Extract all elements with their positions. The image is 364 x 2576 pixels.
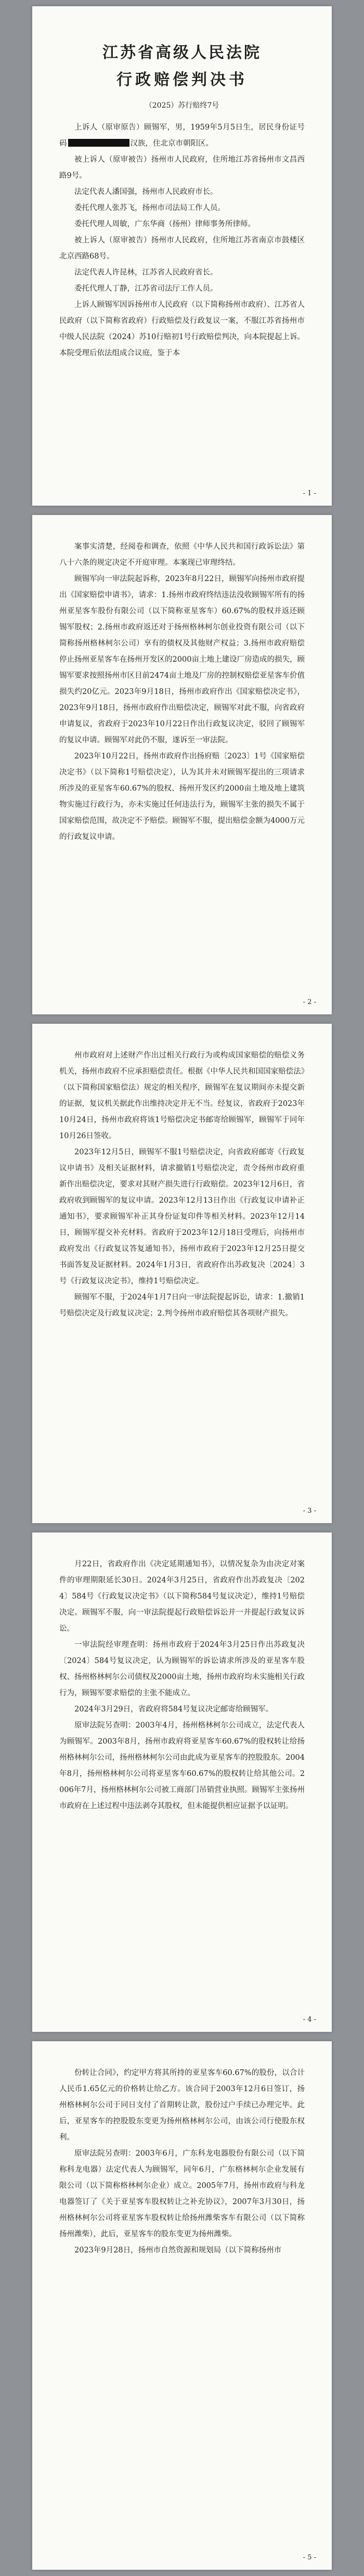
paragraph: 2023年12月5日，顾锡军不服1号赔偿决定，向省政府邮寄《行政复议申请书》及相关证据材料，请求撤销1号赔偿决定，责令扬州市政府重新作出赔偿决定，要求对其财产损失进行行政赔偿。2023年12月6日，省政府收到顾锡军的复议申请。2023年12月13日作出《行政复议申请补正通知书》，要求顾锡军补正其身份证复印件等相关材料。2023年12月14日，顾锡军提交补充材料。省政府于2023年12月18日受理后，向扬州市政府发出《行政复议答复通知书》，扬州市政府于2023年12月25日提交书面答复及证据材料。2024年1月3日，省政府作出苏政复决〔2024〕3号《行政复议决定书》，维持1号赔偿决定。 — [59, 1148, 305, 1285]
document-type-title: 行政赔偿判决书 — [116, 71, 248, 89]
redaction-bar — [68, 139, 129, 147]
paragraph: 2023年9月28日，扬州市自然资源和规划局（以下简称扬州市 — [74, 2246, 282, 2255]
page-number: - 4 - — [303, 2016, 316, 2024]
page-number: - 2 - — [303, 998, 316, 1006]
court-name: 江苏省高级人民法院 — [102, 44, 262, 62]
paragraph: 被上诉人（原审被告）扬州市人民政府，住所地江苏省南京市鼓楼区北京西路68号。 — [59, 236, 305, 261]
document-page-2 — [32, 515, 332, 1014]
paragraph: 州市政府对上述财产作出过相关行政行为或构成国家赔偿的赔偿义务机关，扬州市政府不应承担赔偿责任。根据《中华人民共和国国家赔偿法》（以下简称国家赔偿法）规定的相关程序，顾锡军在复议期间亦未提交新的证据，复议机关据此作出维持决定并无不当。经复议，省政府于2023年10月24日，扬州市政府将该1号赔偿决定书邮寄给顾锡军，顾锡军于同年10月26日签收。 — [59, 1051, 305, 1140]
paragraph: 上诉人（原审原告）顾锡军，男，1959年5月5日生，居民身份证号码 汉族，住北京市朝阳区。 — [59, 123, 305, 148]
paragraph: 法定代表人潘国强，扬州市人民政府市长。 — [74, 188, 218, 196]
case-number: （2025）苏行赔终7号 — [145, 101, 219, 110]
document-page-4 — [32, 1532, 332, 2032]
document-page-3 — [32, 1024, 332, 1523]
paragraph: 2023年10月22日，扬州市政府作出扬府赔〔2023〕1号《国家赔偿决定书》（以下简称1号赔偿决定），认为其并未对顾锡军提出的三项请求所涉及的亚星客车60.67%的股权、扬州开发区约2000亩土地及地上建筑物实施过行政行为，亦未实施过任何违法行为，顾锡军主张的损失不属于国家赔偿范围，故决定不予赔偿。顾锡军不服，提出赔偿金额为4000万元的行政复议申请。 — [59, 752, 305, 841]
paragraph: 委托代理人丁静，江苏省司法厅工作人员。 — [74, 285, 218, 293]
paragraph: 2024年3月29日，省政府将584号复议决定邮寄给顾锡军。 — [74, 1705, 274, 1714]
paragraph: 上诉人顾锡军因诉扬州市人民政府（以下简称扬州市政府）、江苏省人民政府（以下简称省政府）行政赔偿及行政复议一案，不服江苏省扬州市中级人民法院（2024）苏10行赔初1号行政赔偿判决，向本院提起上诉。本院受理后依法组成合议庭，鉴于本 — [59, 301, 305, 357]
paragraph: 原审法院另查明：2003年6月，广东科龙电器股份有限公司（以下简称科龙电器）法定代表人为顾锡军，同年6月，广东格林柯尔企业发展有限公司（以下简称格林柯尔企业）成立。2005年7月，扬州市政府与科龙电器签订了《关于亚星客车股权转让之补充协议》，2007年3月30日，扬州格林柯尔公司将亚星客车股权转让给扬州潍柴客车有限公司（以下简称扬州潍柴），此后，亚星客车的股东变更为扬州潍柴。 — [59, 2149, 305, 2238]
paragraph: 委托代理人周敏，广东华商（扬州）律师事务所律师。 — [74, 220, 255, 228]
paragraph: 顾锡军向一审法院起诉称，2023年8月22日，顾锡军向扬州市政府提出《国家赔偿申请书》，请求：1.扬州市政府终结违法没收顾锡军所有的扬州亚星客车股份有限公司（以下简称亚星客车）60.67%的股权并返还顾锡军股权；2.扬州市政府返还对于扬州格林柯尔创业投资有限公司（以下简称扬州格林柯尔公司）享有的债权及其他财产权益；3.扬州市政府赔偿停止扬州亚星客车在扬州开发区的2000亩土地上建设厂房造成的损失，顾锡军要求按照扬州市区目前2474亩土地及厂房的控制权赔偿亚星客车价值损失约20亿元。2023年9月18日，扬州市政府作出《国家赔偿决定书》，2023年9月18日，扬州市政府作出赔偿决定，顾锡军对此不服，向省政府申请复议，省政府于2023年10月22日作出行政复议决定，驳回了顾锡军的复议申请。顾锡军对此仍不服，遂诉至一审法院。 — [59, 575, 305, 744]
paragraph: 月22日，省政府作出《决定延期通知书》，以情况复杂为由决定对案件的审理期限延长30日。2024年3月25日，省政府作出苏政复决〔2024〕584号《行政复议决定书》（以下简称584号复议决定），维持1号赔偿决定。顾锡军不服，向一审法院提起行政赔偿诉讼并一并提起行政复议诉讼。 — [59, 1560, 305, 1633]
page-number: - 3 - — [303, 1507, 316, 1515]
paragraph: 案事实清楚，经阅卷和调查，依照《中华人民共和国行政诉讼法》第八十六条的规定决定不开庭审理。本案现已审理终结。 — [59, 543, 305, 567]
page-number: - 1 - — [303, 490, 316, 497]
paragraph: 份转让合同》，约定甲方将其所持的亚星客车60.67%的股份，以合计人民币1.65亿元的价格转让给乙方。该合同于2003年12月6日签订，扬州格林柯尔公司于同日支付了首期转让款，股份过户手续已办理完毕。此后，亚星客车的控股股东变更为扬州格林柯尔公司，由该公司行使股东权利。 — [59, 2069, 305, 2142]
paragraph: 法定代表人许昆林，江苏省人民政府省长。 — [74, 268, 218, 277]
paragraph: 被上诉人（原审被告）扬州市人民政府，住所地江苏省扬州市文昌西路9号。 — [59, 156, 305, 180]
paragraph: 原审法院另查明：2003年4月，扬州格林柯尔公司成立，法定代表人为顾锡军。2003年8月，扬州市政府将亚星客车60.67%的股权转让给扬州格林柯尔公司，扬州格林柯尔公司由此成为亚星客车的控股股东。2004年8月，扬州格林柯尔公司将亚星客车60.67%的股权转让给其他公司。2006年7月，扬州格林柯尔公司被工商部门吊销营业执照。顾锡军主张扬州市政府在上述过程中违法剥夺其股权，但未能提供相应证据予以证明。 — [59, 1721, 305, 1810]
paragraph: 委托代理人张苏飞，扬州市司法局工作人员。 — [74, 204, 225, 212]
paragraph: 一审法院经审理查明：扬州市政府于2024年3月25日作出苏政复决〔2024〕584号复议决定，认为顾锡军的诉讼请求所涉及的亚星客车股权、扬州格林柯尔公司债权及2000亩土地，扬州市政府均未实施相关行政行为，顾锡军要求赔偿的主张不能成立。 — [59, 1641, 305, 1697]
document-page-1 — [32, 6, 332, 506]
paragraph: 顾锡军不服，于2024年1月7日向一审法院提起诉讼，请求：1.撤销1号赔偿决定及行政复议决定；2.判令扬州市政府赔偿其各项财产损失。 — [59, 1293, 305, 1318]
page-number: - 5 - — [303, 2554, 316, 2561]
document-page-5 — [32, 2041, 332, 2570]
